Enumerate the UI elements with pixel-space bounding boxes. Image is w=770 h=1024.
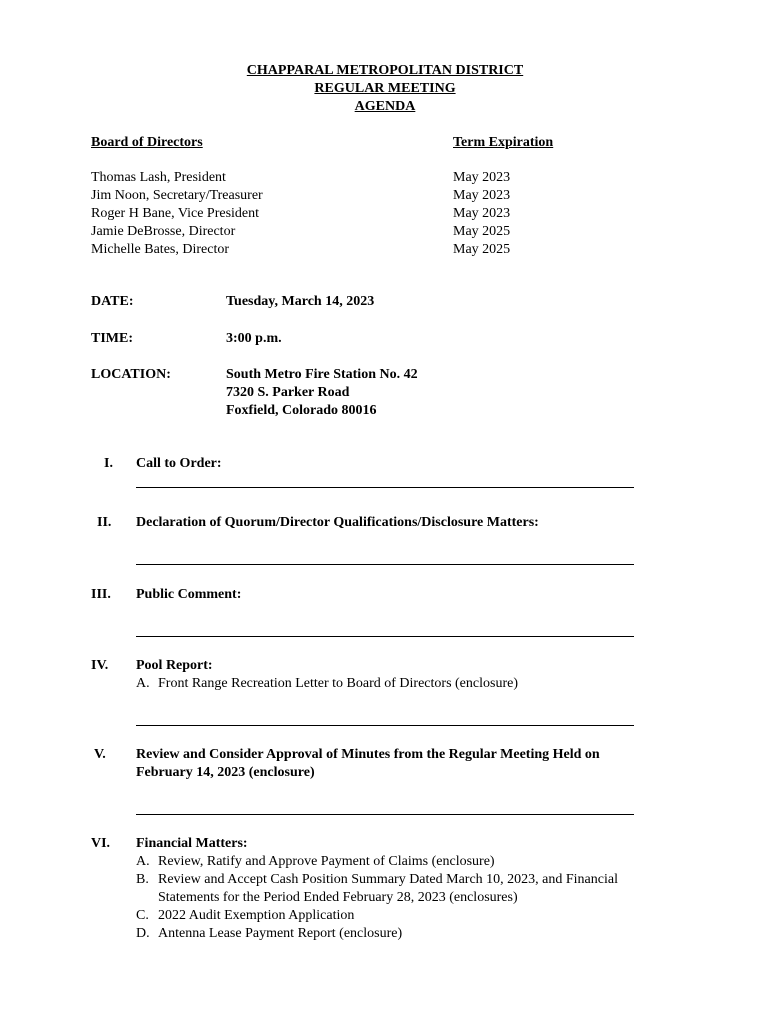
board-member-term: May 2023 xyxy=(453,206,511,221)
agenda-title: Pool Report: xyxy=(136,658,213,673)
date-value: Tuesday, March 14, 2023 xyxy=(226,294,375,309)
date-label: DATE: xyxy=(91,294,134,309)
agenda-title: AGENDA xyxy=(354,99,416,114)
location-line: Foxfield, Colorado 80016 xyxy=(226,403,377,418)
sub-item-text: 2022 Audit Exemption Application xyxy=(158,908,355,923)
sub-item-letter: D. xyxy=(136,926,150,941)
agenda-title: Review and Consider Approval of Minutes from the Regular Meeting Held on xyxy=(136,747,600,762)
agenda-title: Call to Order: xyxy=(136,456,222,471)
board-member-term: May 2023 xyxy=(453,170,511,185)
notes-rule xyxy=(136,564,634,565)
agenda-number: I. xyxy=(104,456,113,471)
board-member-name: Michelle Bates, Director xyxy=(91,242,230,257)
notes-rule xyxy=(136,725,634,726)
location-label: LOCATION: xyxy=(91,367,171,382)
sub-item-text: Review, Ratify and Approve Payment of Claims (enclosure) xyxy=(158,854,495,869)
location-line: South Metro Fire Station No. 42 xyxy=(226,367,418,382)
agenda-number: II. xyxy=(97,515,112,530)
board-member-name: Jamie DeBrosse, Director xyxy=(91,224,236,239)
sub-item-letter: A. xyxy=(136,676,150,691)
sub-item-letter: B. xyxy=(136,872,149,887)
location-line: 7320 S. Parker Road xyxy=(226,385,350,400)
sub-item-text: Antenna Lease Payment Report (enclosure) xyxy=(158,926,403,941)
sub-item-text: Review and Accept Cash Position Summary Dated March 10, 2023, and Financial xyxy=(158,872,618,887)
board-member-term: May 2025 xyxy=(453,224,511,239)
board-member-name: Jim Noon, Secretary/Treasurer xyxy=(91,188,263,203)
agenda-title: Financial Matters: xyxy=(136,836,248,851)
time-label: TIME: xyxy=(91,331,133,346)
agenda-number: VI. xyxy=(91,836,111,851)
agenda-title: Declaration of Quorum/Director Qualifications/Disclosure Matters: xyxy=(136,515,539,530)
board-heading: Board of Directors xyxy=(91,135,203,150)
sub-item-letter: A. xyxy=(136,854,150,869)
sub-item-letter: C. xyxy=(136,908,149,923)
district-title: CHAPPARAL METROPOLITAN DISTRICT xyxy=(246,63,524,78)
board-member-term: May 2025 xyxy=(453,242,511,257)
agenda-number: V. xyxy=(94,747,106,762)
notes-rule xyxy=(136,487,634,488)
agenda-title-continued: February 14, 2023 (enclosure) xyxy=(136,765,315,780)
meeting-type-title: REGULAR MEETING xyxy=(314,81,456,96)
notes-rule xyxy=(136,814,634,815)
agenda-number: III. xyxy=(91,587,111,602)
board-member-name: Roger H Bane, Vice President xyxy=(91,206,260,221)
agenda-title: Public Comment: xyxy=(136,587,242,602)
term-heading: Term Expiration xyxy=(453,135,554,150)
sub-item-text-continued: Statements for the Period Ended February 28, 2023 (enclosures) xyxy=(158,890,518,905)
sub-item-text: Front Range Recreation Letter to Board of Directors (enclosure) xyxy=(158,676,518,691)
board-member-term: May 2023 xyxy=(453,188,511,203)
board-member-name: Thomas Lash, President xyxy=(91,170,226,185)
time-value: 3:00 p.m. xyxy=(226,331,282,346)
notes-rule xyxy=(136,636,634,637)
agenda-number: IV. xyxy=(91,658,109,673)
